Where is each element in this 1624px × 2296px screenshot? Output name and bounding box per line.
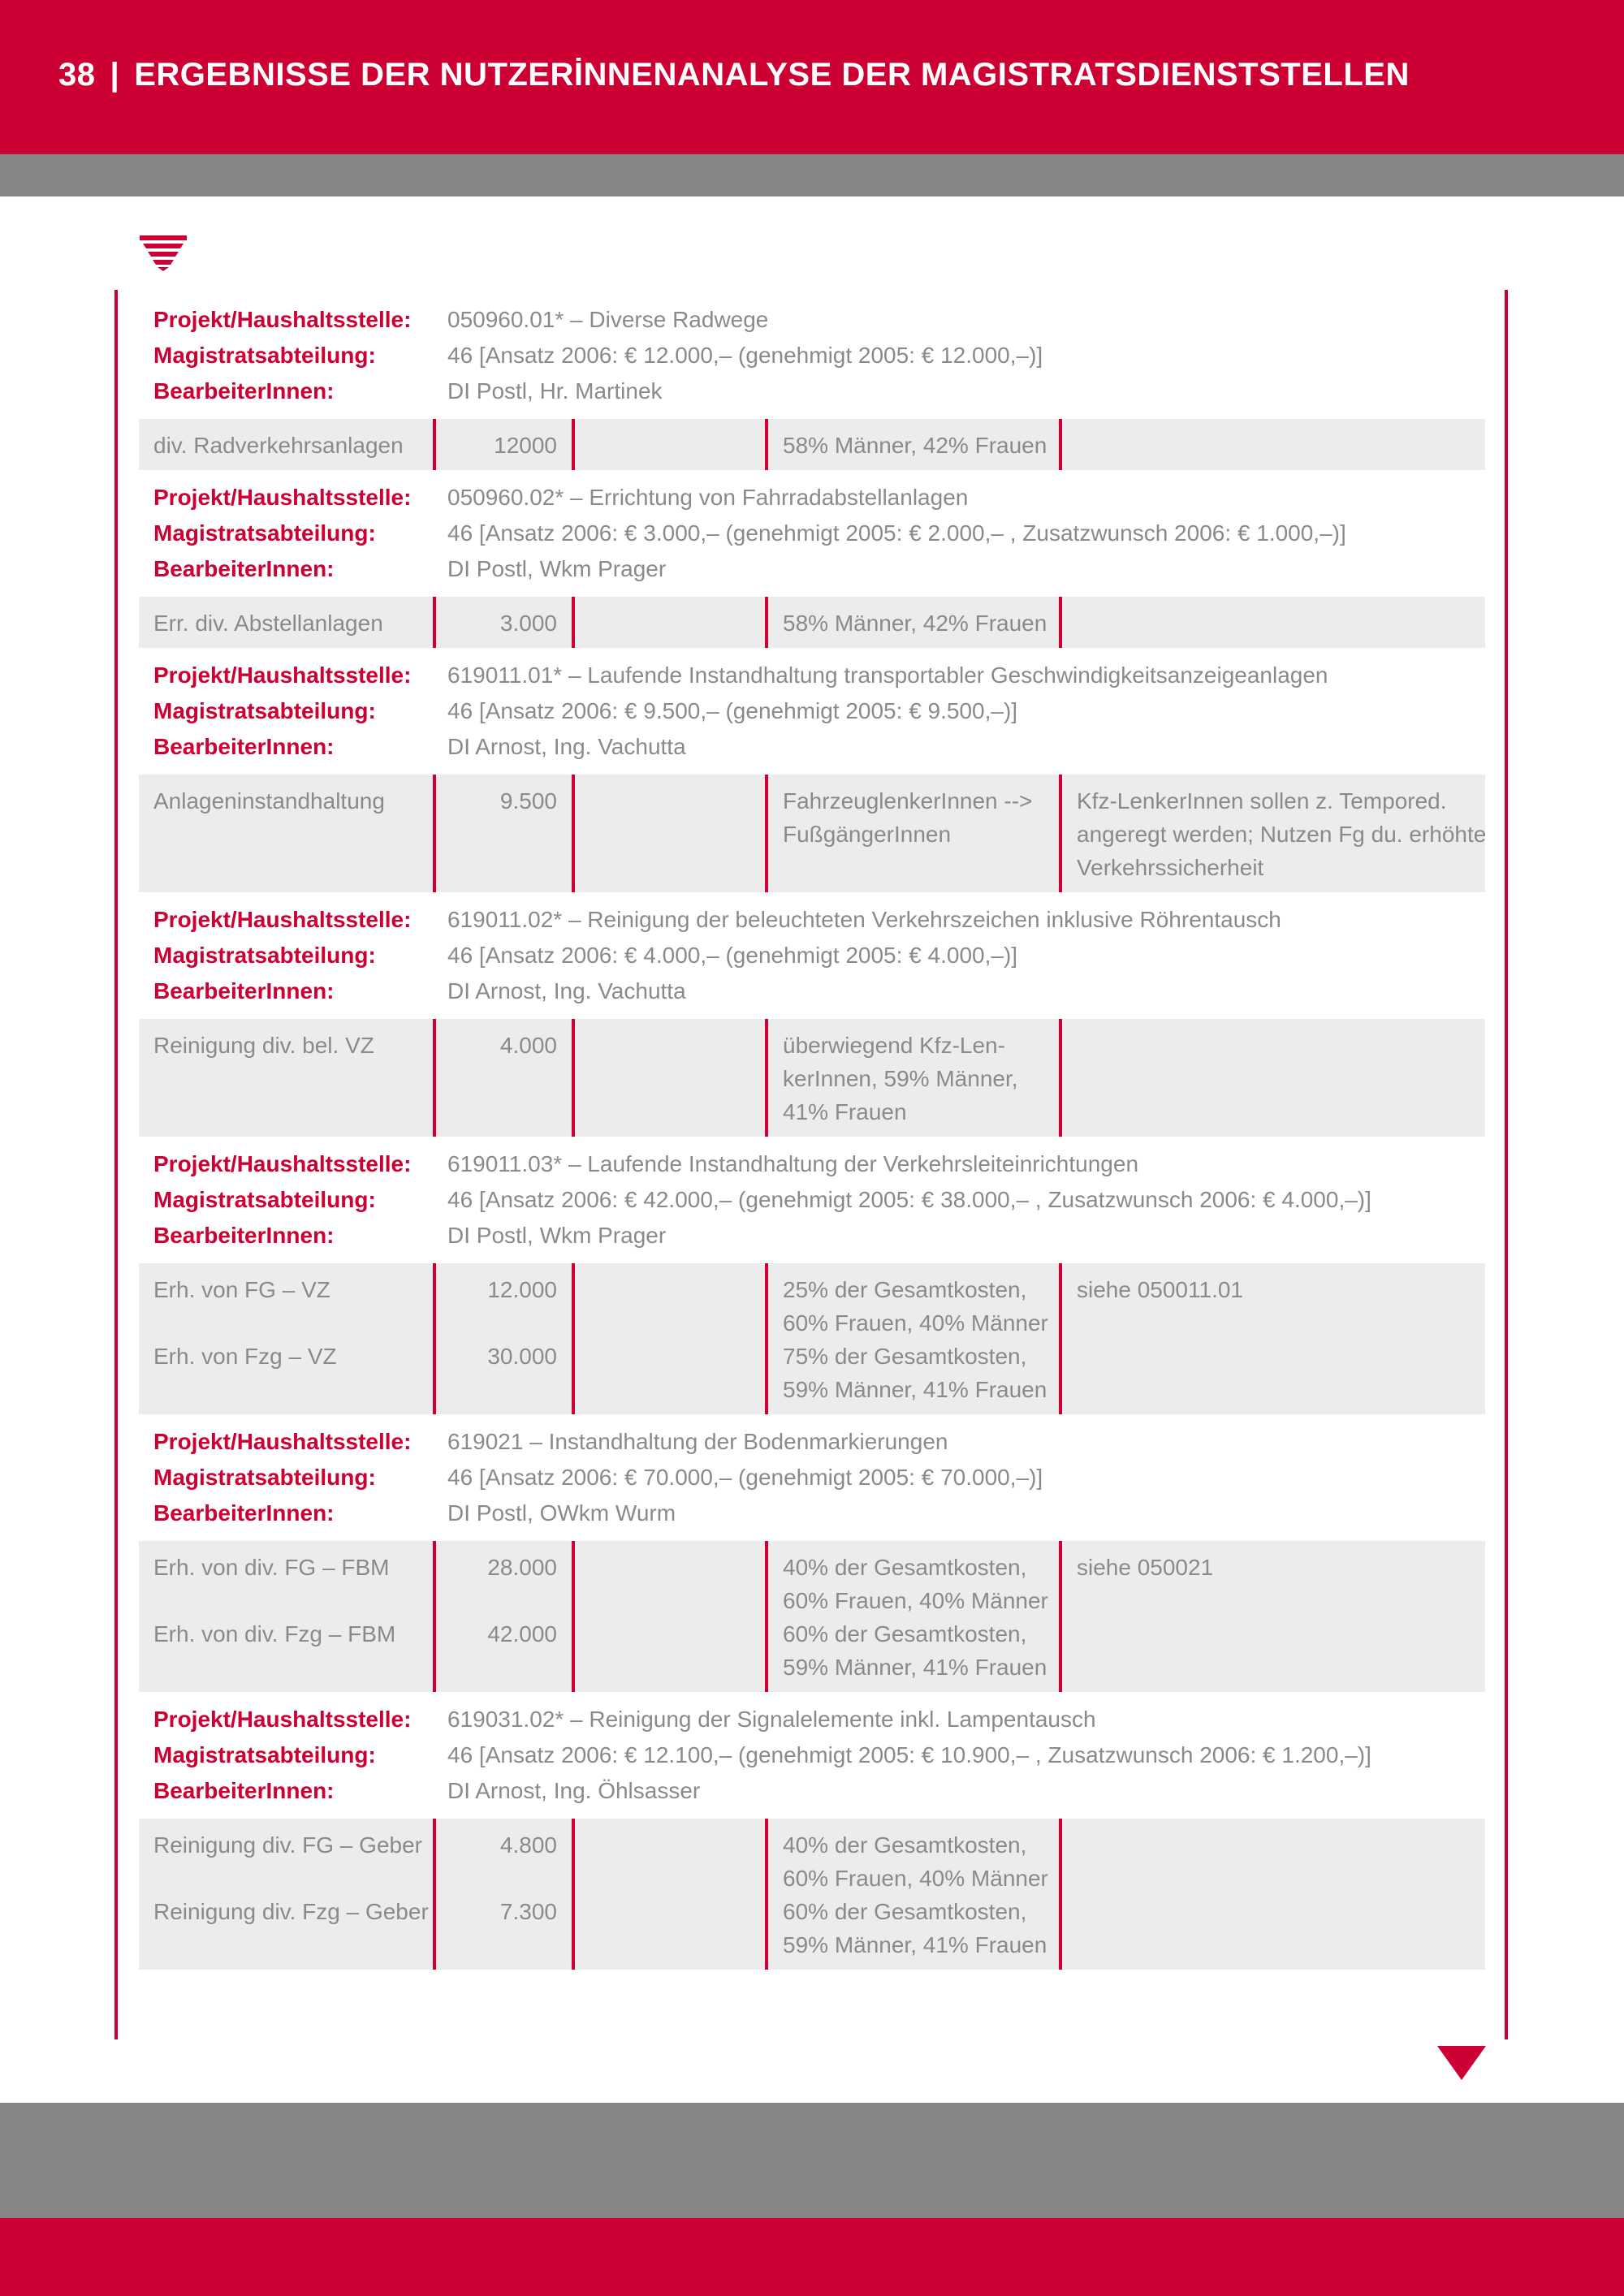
left-rule [114,290,118,2039]
note-cell [1059,1819,1485,1970]
project-number-value: 050960.02* – Errichtung von Fahrradabstellanlagen [447,485,969,510]
page-end-arrow-icon [1437,2046,1486,2080]
project-number-label: Projekt/Haushaltsstelle: [153,1707,412,1732]
project-number-label: Projekt/Haushaltsstelle: [153,907,412,932]
cell-text: 59% Männer, 41% Frauen [783,1377,1047,1402]
users-cell [765,1541,1059,1692]
cell-text: Erh. von div. Fzg – FBM [153,1621,396,1646]
cell-text: Reinigung div. bel. VZ [153,1033,374,1058]
staff-value: DI Postl, Wkm Prager [447,556,667,581]
cell-text: kerInnen, 59% Männer, [783,1066,1018,1091]
users-cell [765,775,1059,892]
department-label: Magistratsabteilung: [153,343,376,368]
cell-text: 41% Frauen [783,1099,907,1124]
note-cell [1059,1019,1485,1137]
cell-text: überwiegend Kfz-Len- [783,1033,1005,1058]
page-title: ERGEBNISSE DER NUTZERİNNENANALYSE DER MAGISTRATSDIENSTSTELLEN [134,57,1410,93]
project-number-label: Projekt/Haushaltsstelle: [153,662,412,688]
cell-text: FußgängerInnen [783,822,952,847]
data-row [139,775,1485,892]
department-row [139,516,1485,551]
cell-text: 59% Männer, 41% Frauen [783,1932,1047,1957]
amount-cell [433,1819,572,1970]
measure-cell [139,419,433,470]
footer-band [0,2218,1624,2296]
note-cell [1059,1263,1485,1414]
header-gray-strip [0,154,1624,196]
footer-gray-strip [0,2103,1624,2218]
staff-value: DI Postl, Wkm Prager [447,1223,667,1248]
measure-cell [139,1819,433,1970]
project-number-value: 619031.02* – Reinigung der Signalelemente inkl. Lampentausch [447,1707,1096,1732]
staff-row [139,729,1485,765]
department-label: Magistratsabteilung: [153,1187,376,1212]
amount-cell [433,1541,572,1692]
project-number-row [139,1424,1485,1460]
project-info [139,470,1485,597]
staff-row [139,1218,1485,1254]
staff-value: DI Arnost, Ing. Vachutta [447,734,686,759]
department-label: Magistratsabteilung: [153,1742,376,1767]
cell-text: 60% Frauen, 40% Männer [783,1866,1048,1891]
department-row [139,693,1485,729]
cell-text: Verkehrssicherheit [1077,855,1264,880]
department-value: 46 [Ansatz 2006: € 3.000,– (genehmigt 2005: € 2.000,– , Zusatzwunsch 2006: € 1.000,–)] [447,520,1346,546]
section-marker-icon [140,235,187,271]
cell-text: Err. div. Abstellanlagen [153,611,383,636]
users-cell [765,1263,1059,1414]
note-cell [1059,597,1485,648]
cell-text: 28.000 [487,1555,557,1580]
staff-row [139,373,1485,409]
department-row [139,938,1485,973]
empty-cell [572,1019,765,1137]
cell-text: 58% Männer, 42% Frauen [783,433,1047,458]
cell-text: 40% der Gesamtkosten, [783,1832,1027,1858]
cell-text: FahrzeuglenkerInnen --> [783,788,1033,814]
staff-row [139,973,1485,1009]
cell-text: 3.000 [499,611,557,636]
cell-text: 60% der Gesamtkosten, [783,1621,1027,1646]
department-row [139,338,1485,373]
staff-row [139,1773,1485,1809]
data-row [139,419,1485,470]
users-cell [765,419,1059,470]
staff-value: DI Arnost, Ing. Vachutta [447,978,686,1003]
cell-text: angeregt werden; Nutzen Fg du. erhöhte [1077,822,1487,847]
project-number-value: 619011.03* – Laufende Instandhaltung der Verkehrsleiteinrichtungen [447,1151,1139,1176]
cell-text: 4.000 [499,1033,557,1058]
staff-row [139,1495,1485,1531]
project-number-row [139,1702,1485,1737]
project-number-row [139,902,1485,938]
amount-cell [433,419,572,470]
cell-text: 4.800 [499,1832,557,1858]
spacer [451,1584,557,1617]
department-value: 46 [Ansatz 2006: € 12.000,– (genehmigt 2005: € 12.000,–)] [447,343,1043,368]
cell-text: 7.300 [499,1899,557,1924]
amount-cell [433,597,572,648]
project-number-value: 050960.01* – Diverse Radwege [447,307,769,332]
cell-text: siehe 050021 [1077,1555,1214,1580]
cell-text: Erh. von FG – VZ [153,1277,330,1302]
project-info [139,648,1485,775]
data-row [139,1819,1485,1970]
cell-text: 59% Männer, 41% Frauen [783,1655,1047,1680]
staff-row [139,551,1485,587]
data-row [139,1263,1485,1414]
spacer [153,1584,418,1617]
measure-cell [139,1541,433,1692]
cell-text: 60% der Gesamtkosten, [783,1899,1027,1924]
cell-text: Reinigung div. Fzg – Geber [153,1899,429,1924]
staff-label: BearbeiterInnen: [153,734,335,759]
department-label: Magistratsabteilung: [153,1465,376,1490]
staff-label: BearbeiterInnen: [153,378,335,404]
empty-cell [572,1263,765,1414]
spacer [451,1862,557,1895]
page-number: 38 [58,57,96,93]
department-row [139,1182,1485,1218]
amount-cell [433,1263,572,1414]
empty-cell [572,775,765,892]
project-info [139,1137,1485,1263]
cell-text: 25% der Gesamtkosten, [783,1277,1027,1302]
staff-label: BearbeiterInnen: [153,556,335,581]
cell-text: 40% der Gesamtkosten, [783,1555,1027,1580]
department-label: Magistratsabteilung: [153,520,376,546]
staff-label: BearbeiterInnen: [153,978,335,1003]
cell-text: 9.500 [499,788,557,814]
heading-separator: | [110,57,120,93]
cell-text: Erh. von Fzg – VZ [153,1344,337,1369]
project-number-value: 619021 – Instandhaltung der Bodenmarkierungen [447,1429,948,1454]
cell-text: 58% Männer, 42% Frauen [783,611,1047,636]
project-number-row [139,480,1485,516]
project-number-value: 619011.01* – Laufende Instandhaltung transportabler Geschwindigkeitsanzeigeanlagen [447,662,1328,688]
empty-cell [572,1819,765,1970]
cell-text: div. Radverkehrsanlagen [153,433,404,458]
project-number-row [139,302,1485,338]
cell-text: 30.000 [487,1344,557,1369]
project-info [139,1414,1485,1541]
data-row [139,1541,1485,1692]
note-cell [1059,1541,1485,1692]
measure-cell [139,775,433,892]
cell-text: 42.000 [487,1621,557,1646]
project-number-label: Projekt/Haushaltsstelle: [153,1151,412,1176]
cell-text: 75% der Gesamtkosten, [783,1344,1027,1369]
cell-text: Erh. von div. FG – FBM [153,1555,390,1580]
cell-text: Anlageninstandhaltung [153,788,385,814]
staff-value: DI Postl, Hr. Martinek [447,378,663,404]
users-cell [765,1819,1059,1970]
data-row [139,597,1485,648]
staff-value: DI Arnost, Ing. Öhlsasser [447,1778,701,1803]
cell-text: 60% Frauen, 40% Männer [783,1588,1048,1613]
department-label: Magistratsabteilung: [153,943,376,968]
staff-label: BearbeiterInnen: [153,1778,335,1803]
project-info [139,1692,1485,1819]
cell-text: 12000 [494,433,557,458]
department-value: 46 [Ansatz 2006: € 9.500,– (genehmigt 2005: € 9.500,–)] [447,698,1018,723]
note-cell [1059,775,1501,892]
cell-text: 60% Frauen, 40% Männer [783,1310,1048,1336]
staff-value: DI Postl, OWkm Wurm [447,1500,676,1526]
department-row [139,1737,1485,1773]
cell-text: 12.000 [487,1277,557,1302]
staff-label: BearbeiterInnen: [153,1500,335,1526]
project-number-label: Projekt/Haushaltsstelle: [153,307,412,332]
page-heading [58,57,1410,93]
department-row [139,1460,1485,1495]
empty-cell [572,1541,765,1692]
spacer [153,1862,418,1895]
measure-cell [139,597,433,648]
project-number-row [139,1146,1485,1182]
empty-cell [572,597,765,648]
spacer [153,1306,418,1340]
department-value: 46 [Ansatz 2006: € 42.000,– (genehmigt 2005: € 38.000,– , Zusatzwunsch 2006: € 4.000,–)] [447,1187,1371,1212]
project-number-row [139,658,1485,693]
project-number-label: Projekt/Haushaltsstelle: [153,1429,412,1454]
right-rule [1505,290,1508,2039]
department-value: 46 [Ansatz 2006: € 4.000,– (genehmigt 2005: € 4.000,–)] [447,943,1018,968]
users-cell [765,1019,1059,1137]
spacer [451,1306,557,1340]
users-cell [765,597,1059,648]
note-cell [1059,419,1485,470]
project-number-value: 619011.02* – Reinigung der beleuchteten Verkehrszeichen inklusive Röhrentausch [447,907,1281,932]
cell-text: siehe 050011.01 [1077,1277,1243,1302]
department-value: 46 [Ansatz 2006: € 70.000,– (genehmigt 2005: € 70.000,–)] [447,1465,1043,1490]
measure-cell [139,1019,433,1137]
project-list [139,292,1485,1970]
staff-label: BearbeiterInnen: [153,1223,335,1248]
data-row [139,1019,1485,1137]
project-number-label: Projekt/Haushaltsstelle: [153,485,412,510]
amount-cell [433,775,572,892]
cell-text: Kfz-LenkerInnen sollen z. Tempored. [1077,788,1447,814]
empty-cell [572,419,765,470]
project-info [139,292,1485,419]
amount-cell [433,1019,572,1137]
measure-cell [139,1263,433,1414]
project-info [139,892,1485,1019]
department-label: Magistratsabteilung: [153,698,376,723]
department-value: 46 [Ansatz 2006: € 12.100,– (genehmigt 2005: € 10.900,– , Zusatzwunsch 2006: € 1.200,–)] [447,1742,1371,1767]
cell-text: Reinigung div. FG – Geber [153,1832,422,1858]
